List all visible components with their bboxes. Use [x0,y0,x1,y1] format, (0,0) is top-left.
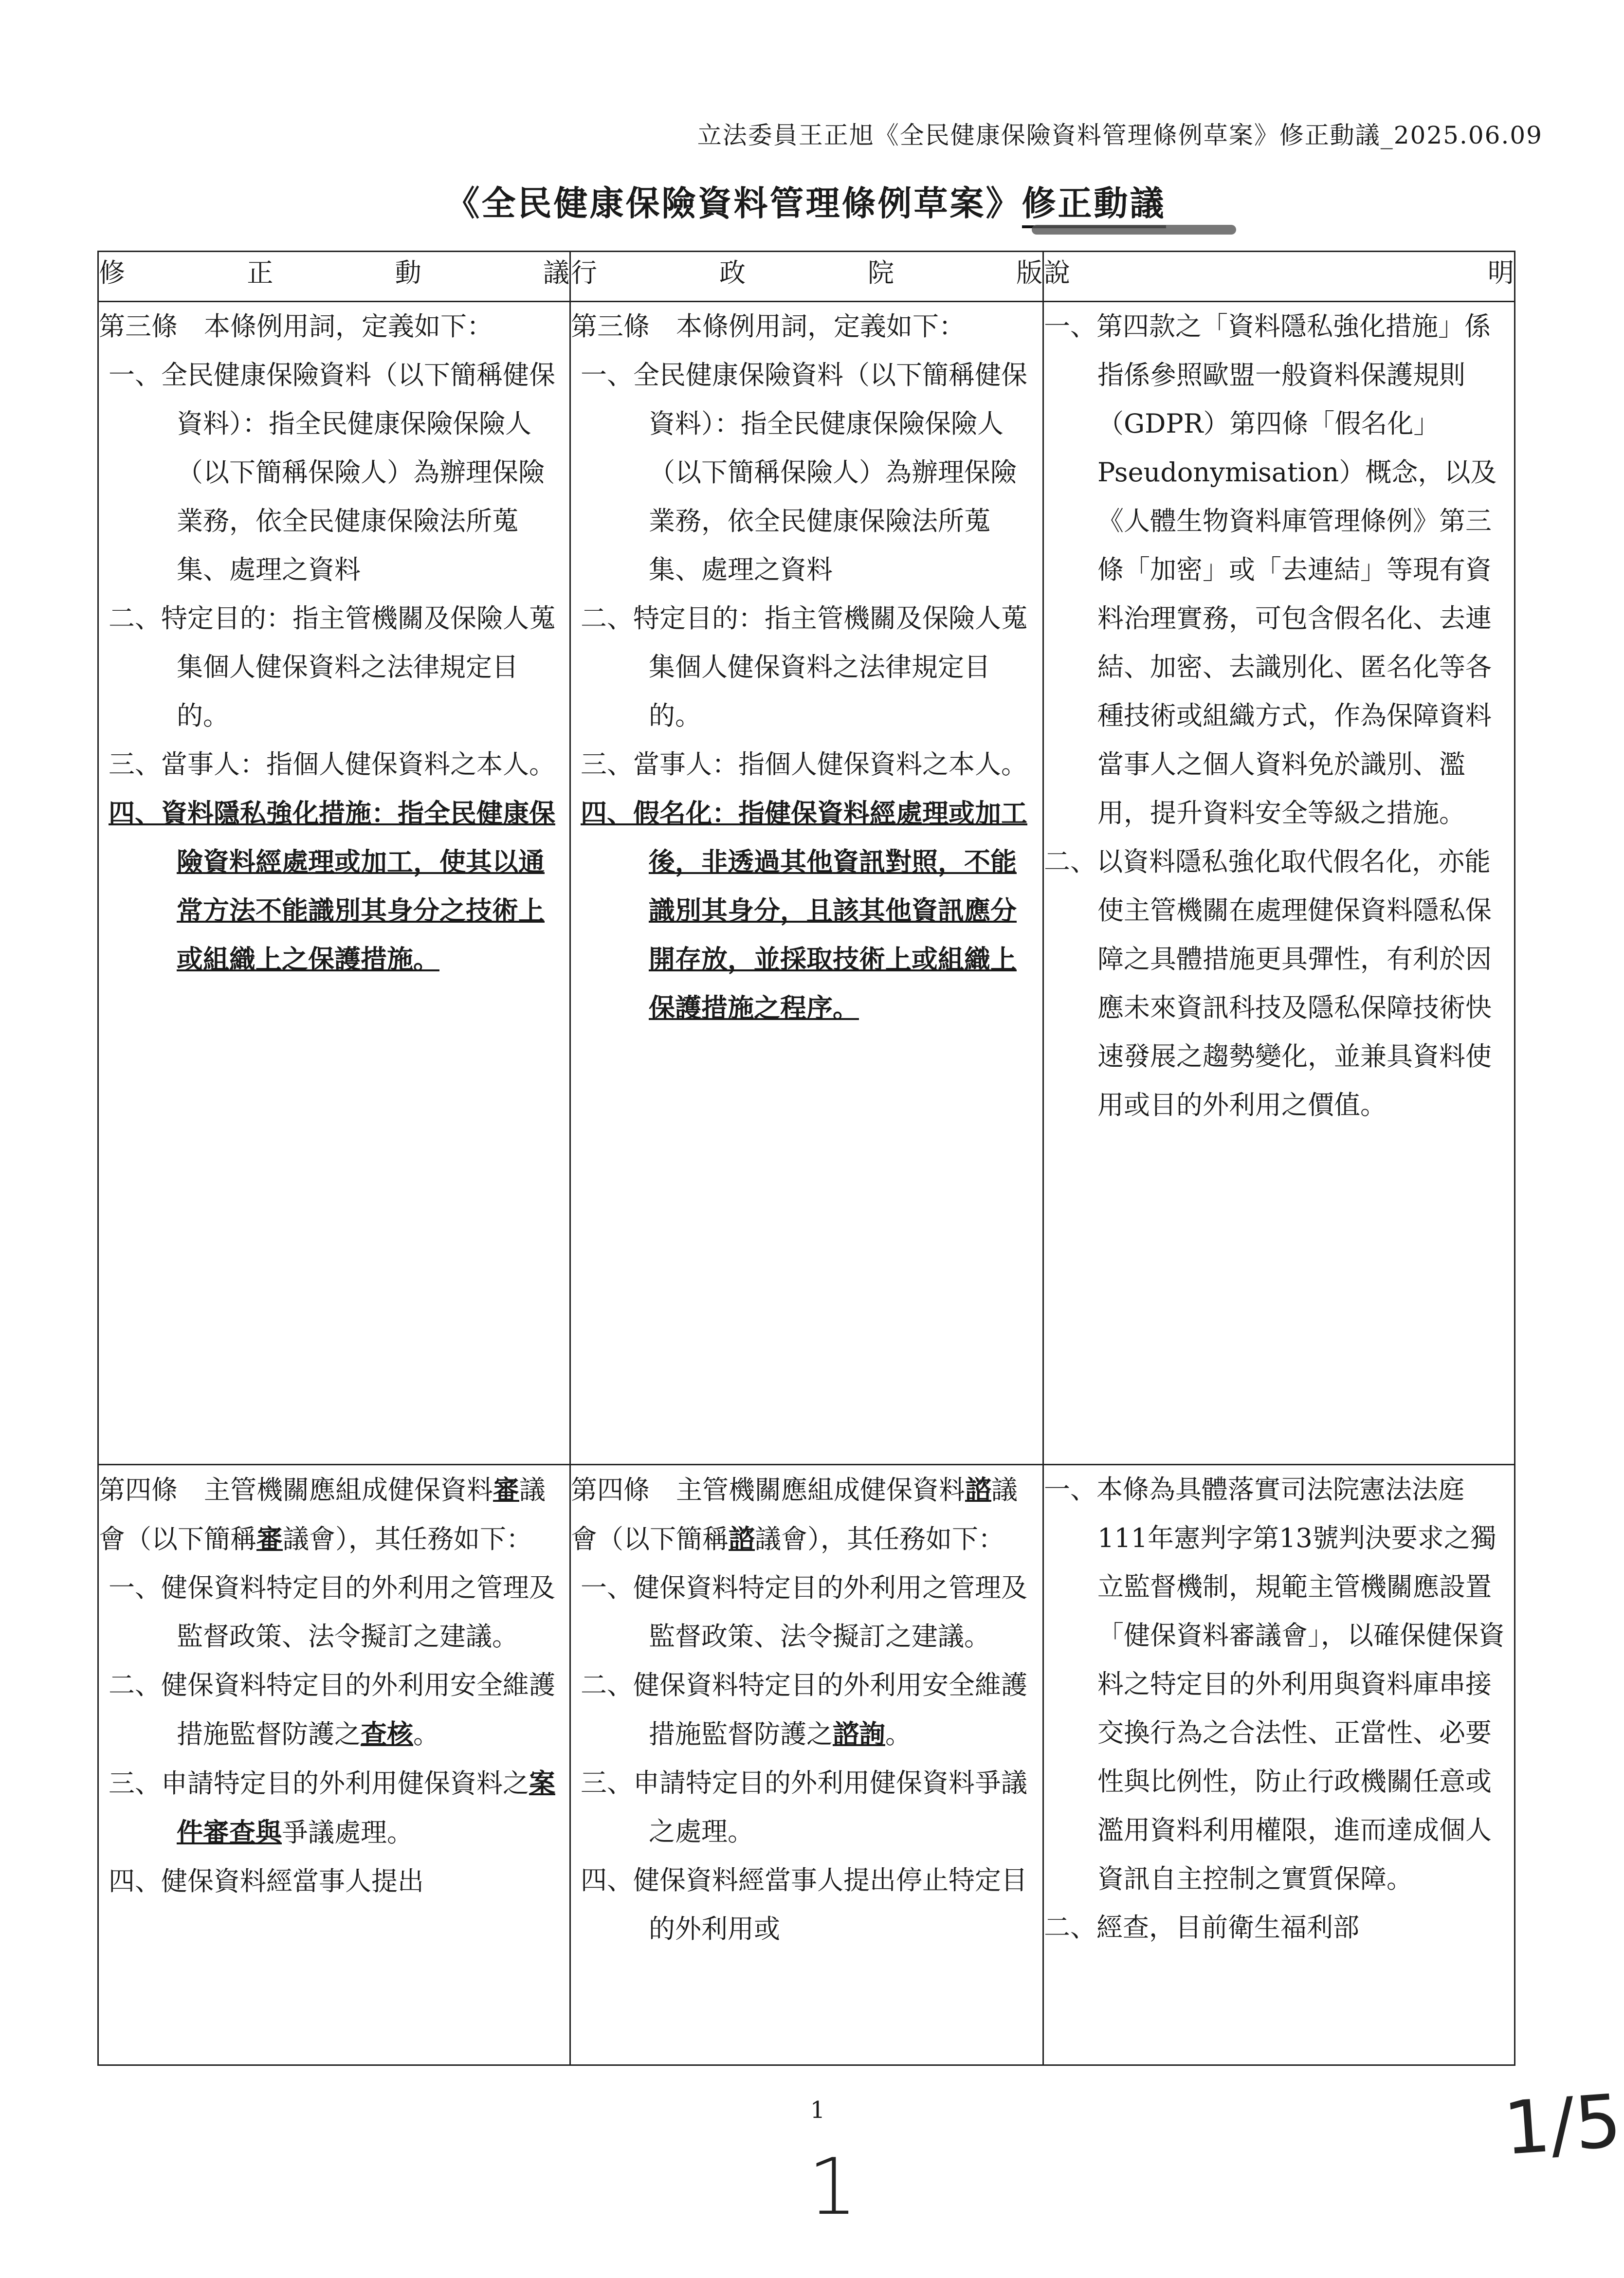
article-title: 第四條 主管機關應組成健保資料諮議會（以下簡稱諮議會），其任務如下： [571,1474,1018,1554]
list-item-amended: 四、資料隱私強化措施：指全民健康保險資料經處理或加工，使其以通常方法不能識別其身分之技術上或組織上之保護措施。 [109,798,555,975]
list-item: 二、特定目的：指主管機關及保險人蒐集個人健保資料之法律規定目的。 [109,603,555,731]
amendment-article-3 [98,302,570,1465]
list-item: 三、申請特定目的外利用健保資料爭議之處理。 [581,1768,1027,1847]
list-item: 一、全民健康保險資料（以下簡稱健保資料）：指全民健康保險保險人（以下簡稱保險人）為辦理保險業務，依全民健康保險法所蒐集、處理之資料 [109,360,555,585]
page-number: 1 [810,2096,825,2124]
executive-article-4 [570,1465,1043,2065]
article-title: 第三條 本條例用詞，定義如下： [571,311,965,342]
list-item-amended: 四、假名化：指健保資料經處理或加工後，非透過其他資訊對照，不能識別其身分，且該其他資訊應分開存放，並採取技術上或組織上保護措施之程序。 [581,798,1027,1023]
amendment-article-4 [98,1465,570,2065]
title-main: 《全民健康保險資料管理條例草案》 [445,183,1022,223]
article-title: 第四條 主管機關應組成健保資料審議會（以下簡稱審議會），其任務如下： [99,1474,546,1554]
document-title [195,176,1417,225]
explanation-item: 一、第四款之「資料隱私強化措施」係指係參照歐盟一般資料保護規則（GDPR）第四條「假名化」Pseudonymisation）概念，以及《人體生物資料庫管理條例》第三條「加密」或「去連結」等現有資料治理實務，可包含假名化、去連結、加密、去識別化、匿名化等各種技術或組織方式，作為保障資料當事人之個人資料免於識別、濫用，提升資料安全等級之措施。 [1044,311,1497,828]
column-header-executive: 行政院版 [570,252,1043,302]
list-item: 一、健保資料特定目的外利用之管理及監督政策、法令擬訂之建議。 [109,1572,555,1652]
column-header-amendment: 修正動議 [98,252,570,302]
explanation-article-4 [1043,1465,1515,2065]
handwritten-page-number: 1 [808,2141,858,2232]
executive-article-3 [570,302,1043,1465]
list-item: 四、健保資料經當事人提出停止特定目的外利用或 [581,1865,1027,1944]
table-row [98,302,1515,1465]
list-item: 二、健保資料特定目的外利用安全維護措施監督防護之查核。 [109,1670,555,1750]
table-header-row [98,252,1515,302]
explanation-article-3 [1043,302,1515,1465]
title-emphasis: 修正動議 [1022,183,1166,228]
list-item: 三、當事人：指個人健保資料之本人。 [581,749,1027,780]
column-header-explanation: 說明 [1043,252,1515,302]
table-row [98,1465,1515,2065]
list-item: 三、當事人：指個人健保資料之本人。 [109,749,555,780]
comparison-table [97,251,1515,2066]
marker-stroke [1032,225,1236,235]
list-item: 二、健保資料特定目的外利用安全維護措施監督防護之諮詢。 [581,1670,1027,1750]
document-header: 立法委員王正旭《全民健康保險資料管理條例草案》修正動議_2025.06.09 [697,121,1543,149]
explanation-item: 二、以資料隱私強化取代假名化，亦能使主管機關在處理健保資料隱私保障之具體措施更具彈性，有利於因應未來資訊科技及隱私保障技術快速發展之趨勢變化，並兼具資料使用或目的外利用之價值。 [1044,846,1492,1120]
explanation-item: 二、經查，目前衛生福利部 [1044,1912,1359,1943]
list-item: 一、全民健康保險資料（以下簡稱健保資料）：指全民健康保險保險人（以下簡稱保險人）為辦理保險業務，依全民健康保險法所蒐集、處理之資料 [581,360,1027,585]
article-title: 第三條 本條例用詞，定義如下： [99,311,493,342]
list-item: 三、申請特定目的外利用健保資料之案件審查與爭議處理。 [109,1768,555,1848]
list-item: 四、健保資料經當事人提出 [109,1866,424,1896]
handwritten-page-fraction: 1/5 [1501,2078,1624,2172]
list-item: 一、健保資料特定目的外利用之管理及監督政策、法令擬訂之建議。 [581,1572,1027,1652]
explanation-item: 一、本條為具體落實司法院憲法法庭111年憲判字第13號判決要求之獨立監督機制，規範主管機關應設置「健保資料審議會」，以確保健保資料之特定目的外利用與資料庫串接交換行為之合法性、正當性、必要性與比例性，防止行政機關任意或濫用資料利用權限，進而達成個人資訊自主控制之實質保障。 [1044,1474,1505,1894]
list-item: 二、特定目的：指主管機關及保險人蒐集個人健保資料之法律規定目的。 [581,603,1027,731]
